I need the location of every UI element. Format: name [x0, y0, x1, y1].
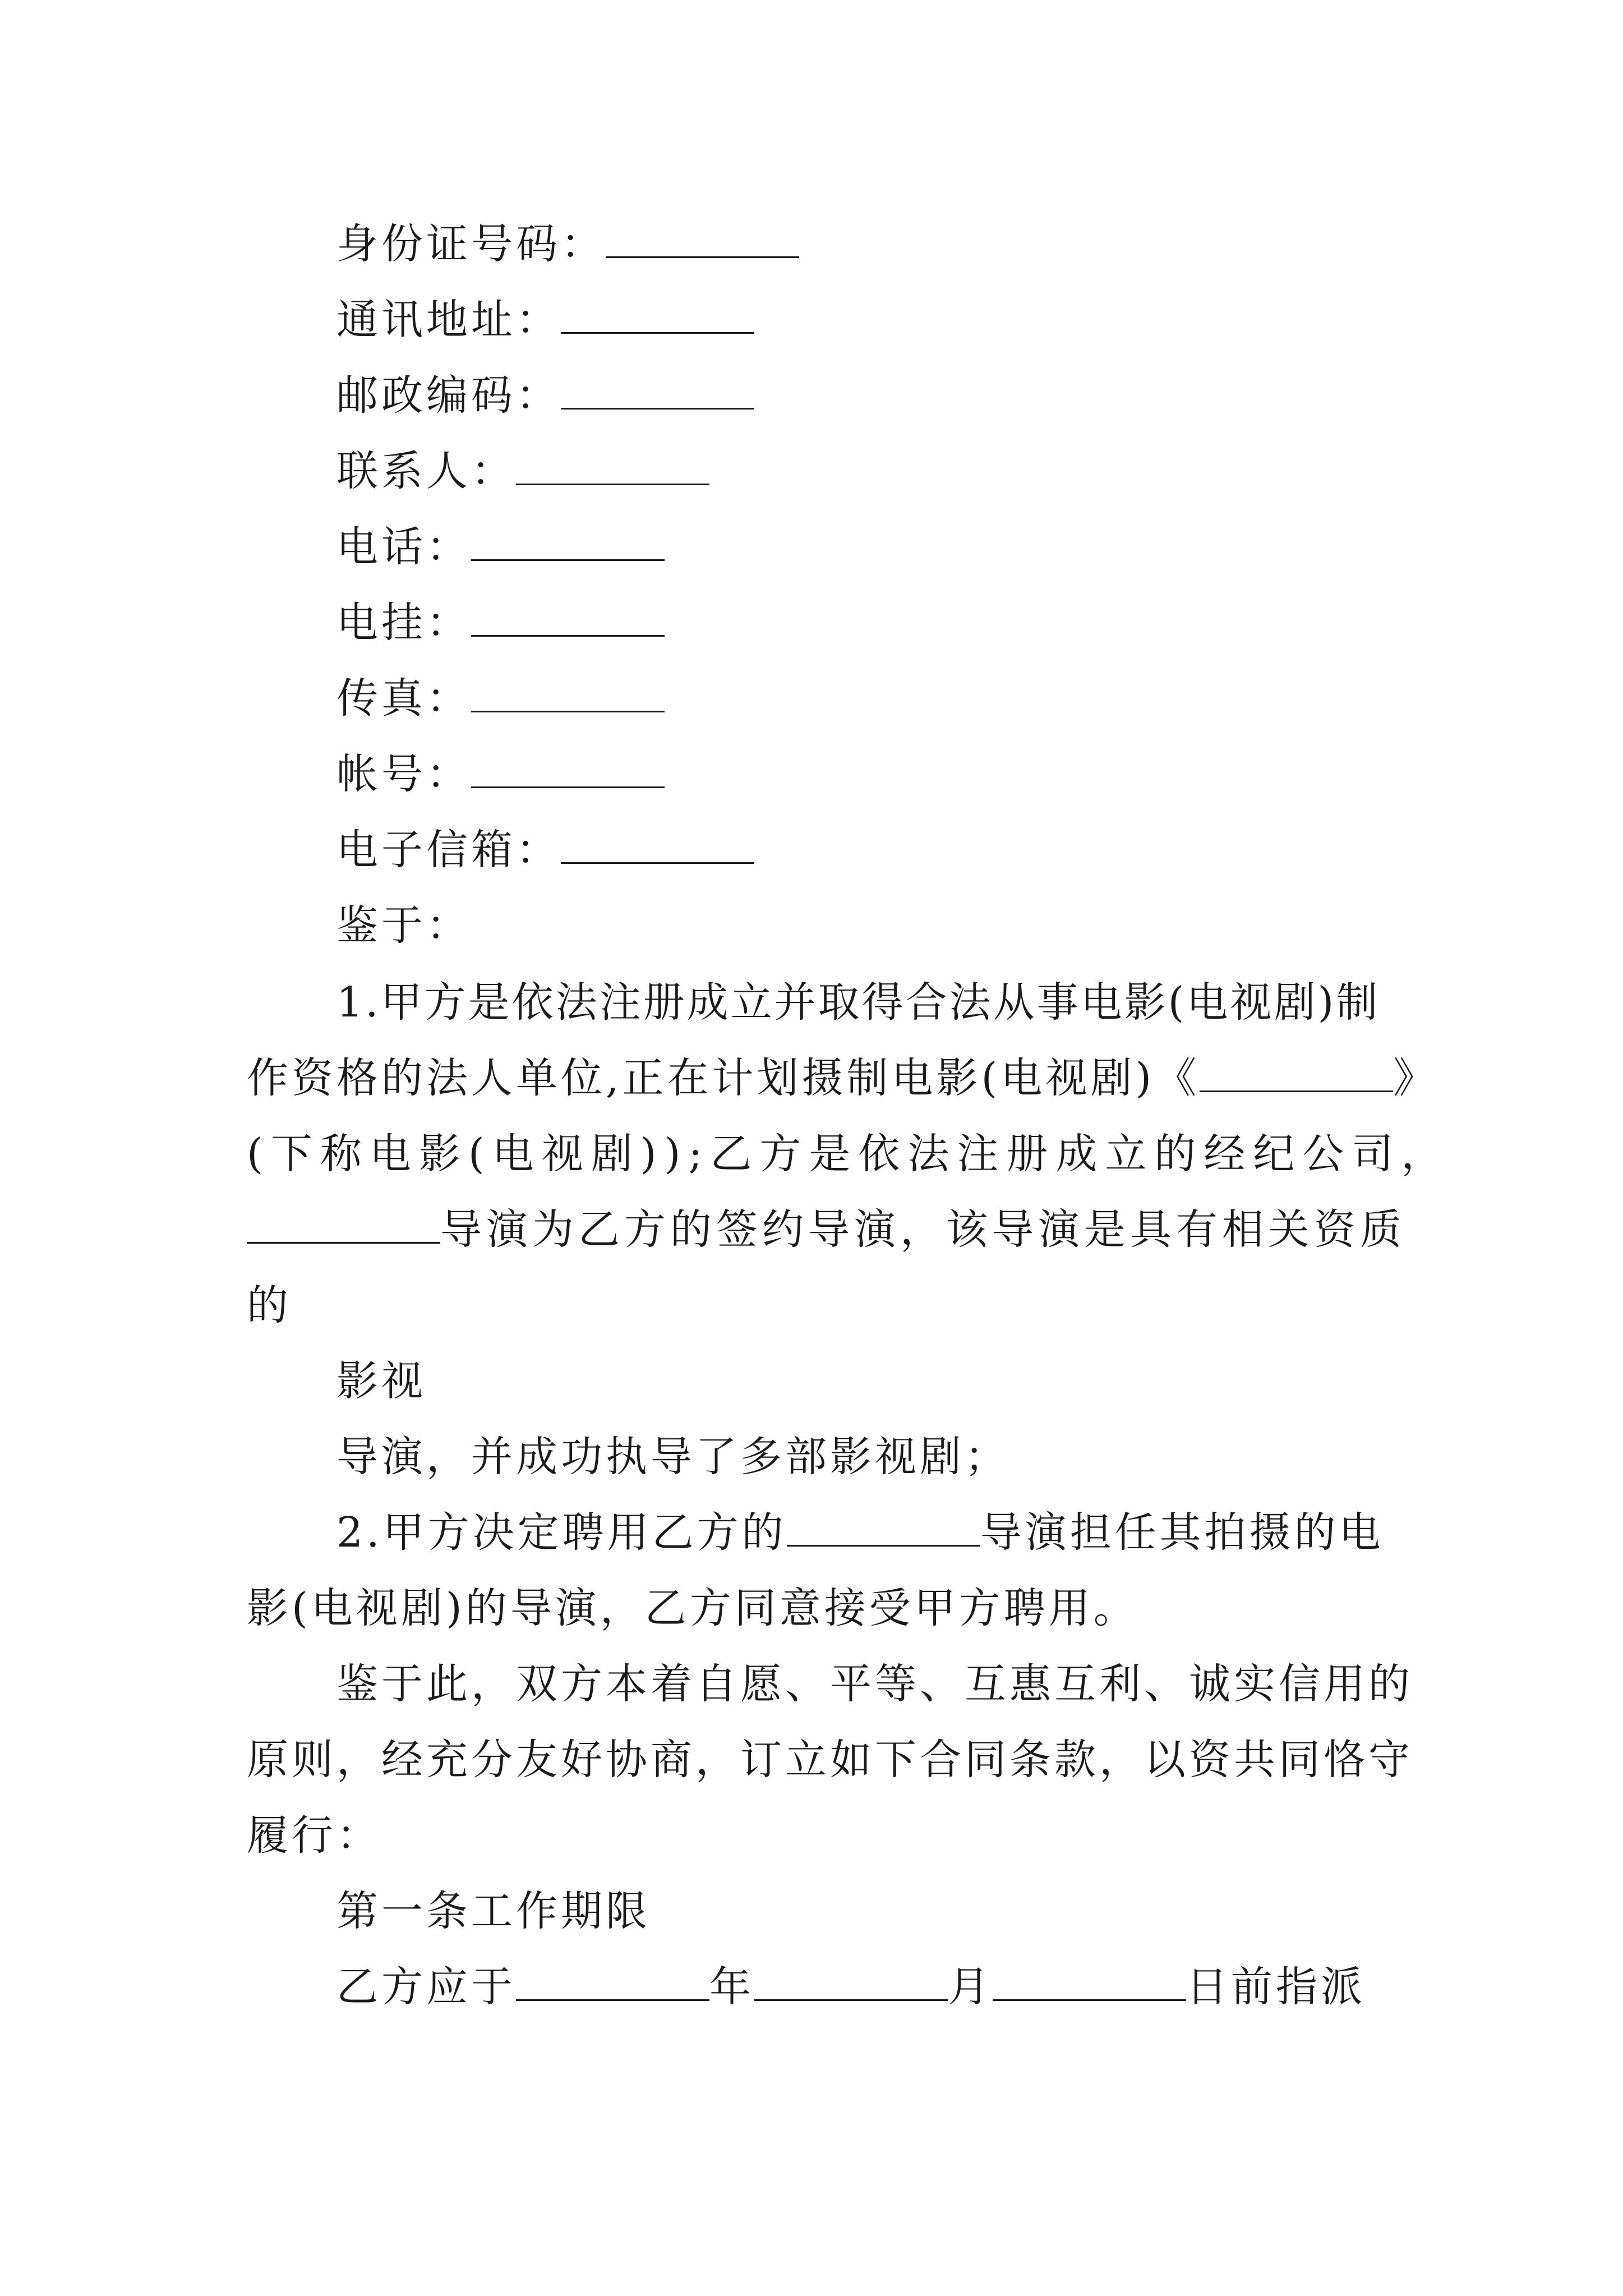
field-account: [336, 746, 665, 802]
blank-line: [561, 298, 754, 334]
clause2-line2: 影(电视剧)的导演，乙方同意接受甲方聘用。: [247, 1584, 1138, 1632]
blank-line: [471, 753, 665, 788]
clause1-line5: 的: [247, 1281, 292, 1329]
field-label: 邮政编码：: [336, 371, 561, 420]
article1-title: 第一条工作期限: [336, 1887, 651, 1935]
field-label: 帐号：: [336, 750, 471, 798]
blank-line: [561, 374, 754, 409]
field-phone: [336, 519, 665, 575]
clause1-line3: [247, 1126, 1450, 1182]
clause1-line7: 导演，并成功执导了多部影视剧；: [336, 1433, 1009, 1481]
blank-line: [471, 601, 665, 637]
article1-text: 乙方应于: [336, 1963, 516, 2011]
blank-day: [993, 1966, 1186, 2001]
field-label: 传真：: [336, 674, 471, 723]
field-postcode: [336, 367, 754, 424]
day-label: 日前指派: [1186, 1963, 1366, 2011]
blank-line: [471, 677, 665, 712]
blank-line: [516, 450, 709, 485]
clause1-text: 作资格的法人单位,正在计划摄制电影(电视剧)《: [247, 1054, 1200, 1102]
field-label: 电话：: [336, 523, 471, 571]
preamble-line2: 原则，经充分友好协商，订立如下合同条款，以资共同恪守: [247, 1736, 1413, 1784]
clause1-text: 1.甲方是依法注册成立并取得合法从事电影(电视剧)制: [336, 978, 1380, 1027]
field-label: 联系人：: [336, 447, 516, 495]
clause1-line6: 影视: [336, 1357, 426, 1405]
clause1-text: 导演为乙方的签约导演，该导演是具有相关资质: [440, 1205, 1406, 1254]
field-fax: [336, 670, 665, 726]
clause2-text: 导演担任其拍摄的电: [980, 1508, 1384, 1557]
field-address: [336, 292, 754, 348]
month-label: 月: [948, 1963, 993, 2011]
field-label: 身份证号码：: [336, 220, 606, 268]
given-heading: 鉴于：: [336, 901, 471, 950]
blank-month: [754, 1966, 948, 2001]
preamble-line1: 鉴于此，双方本着自愿、平等、互惠互利、诚实信用的: [336, 1660, 1413, 1708]
blank-line: [1200, 1057, 1393, 1092]
article1-line1: [336, 1959, 1366, 2015]
clause1-line2: [247, 1050, 1438, 1106]
clause1-line4: [247, 1202, 1406, 1258]
clause1-line1: [336, 974, 1380, 1030]
clause2-text: 2.甲方决定聘用乙方的: [336, 1508, 787, 1557]
blank-line: [606, 223, 799, 258]
blank-line: [247, 1208, 440, 1244]
clause1-text: 》: [1393, 1054, 1438, 1102]
field-contact: [336, 443, 709, 499]
blank-line: [471, 526, 665, 561]
year-label: 年: [709, 1963, 754, 2011]
field-email: [336, 822, 754, 878]
field-id-number: [336, 216, 799, 272]
field-label: 电挂：: [336, 599, 471, 647]
preamble-line3: 履行：: [247, 1811, 381, 1860]
blank-line: [561, 829, 754, 864]
clause2-line1: [336, 1504, 1384, 1561]
blank-year: [516, 1966, 709, 2001]
blank-line: [787, 1511, 980, 1547]
field-telegraph: [336, 595, 665, 651]
field-label: 通讯地址：: [336, 296, 561, 344]
clause1-text: (下称电影(电视剧));乙方是依法注册成立的经纪公司，: [247, 1130, 1451, 1178]
field-label: 电子信箱：: [336, 826, 561, 874]
